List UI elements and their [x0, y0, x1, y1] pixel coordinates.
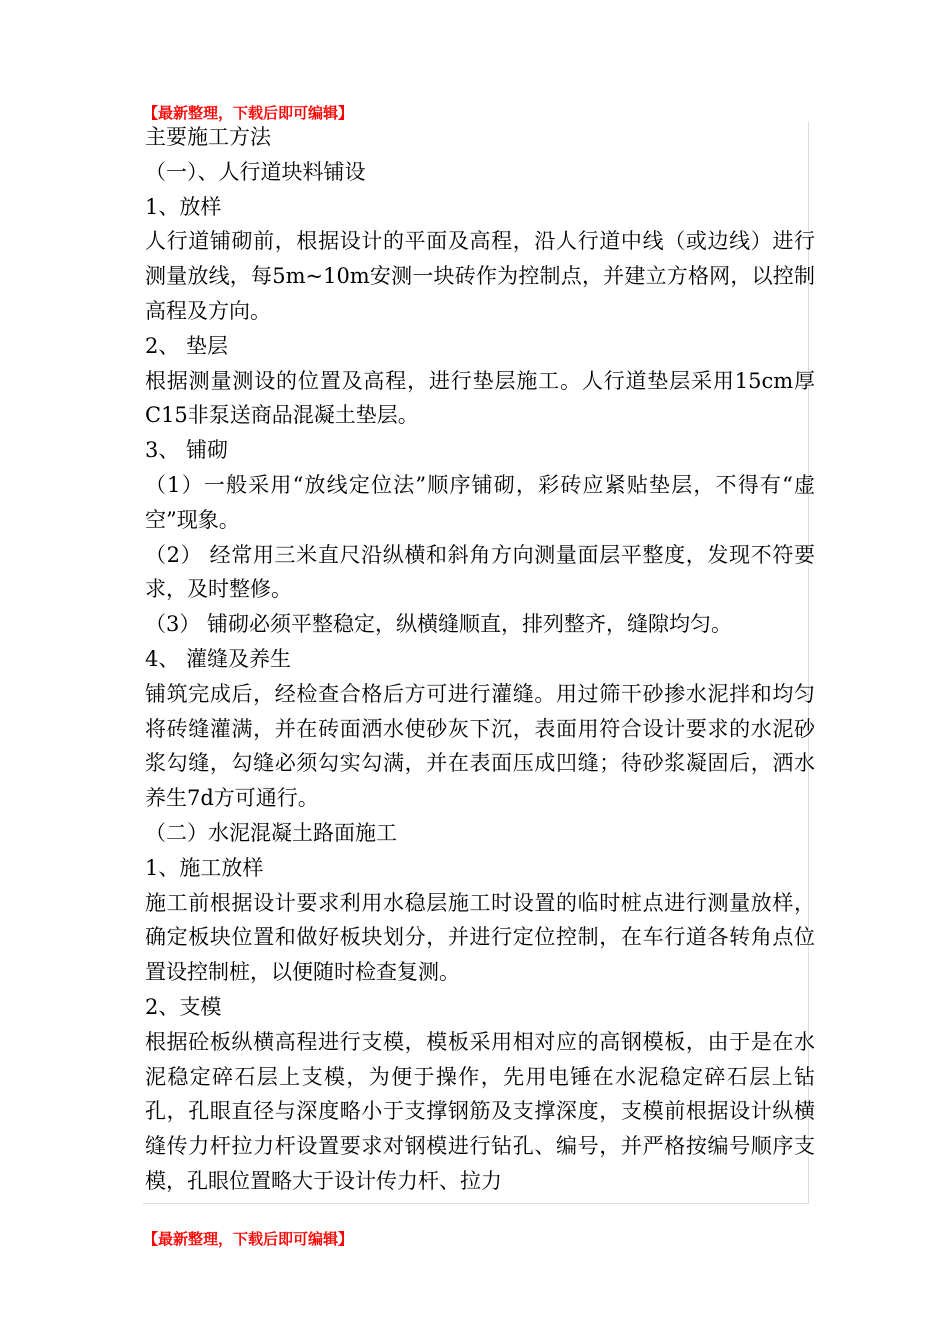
- body-paragraph: 人行道铺砌前，根据设计的平面及高程，沿人行道中线（或边线）进行测量放线，每5m~10m安测一块砖作为控制点，并建立方格网，以控制高程及方向。: [145, 229, 815, 323]
- section-title: 主要施工方法: [145, 125, 271, 149]
- list-item: （2） 经常用三米直尺沿纵横和斜角方向测量面层平整度，发现不符要求，及时整修。: [145, 542, 815, 602]
- step-heading: 1、施工放样: [145, 855, 264, 880]
- document-body: [145, 120, 815, 1199]
- list-item: （3） 铺砌必须平整稳定，纵横缝顺直，排列整齐，缝隙均匀。: [145, 612, 733, 637]
- body-paragraph: 根据砼板纵横高程进行支模，模板采用相对应的高钢模板，由于是在水泥稳定碎石层上支模，为便于操作，先用电锤在水泥稳定碎石层上钻孔，孔眼直径与深度略小于支撑钢筋及支撑深度，支模前根据设计纵横缝传力杆拉力杆设置要求对钢模进行钻孔、编号，并严格按编号顺序支模，孔眼位置略大于设计传力杆、拉力: [145, 1029, 815, 1193]
- subsection-heading: （一）、人行道块料铺设: [145, 159, 366, 184]
- step-heading: 2、 垫层: [145, 333, 229, 358]
- body-paragraph: 根据测量测设的位置及高程，进行垫层施工。人行道垫层采用15cm厚C15非泵送商品混凝土垫层。: [145, 368, 815, 428]
- body-paragraph: 铺筑完成后，经检查合格后方可进行灌缝。用过筛干砂掺水泥拌和均匀将砖缝灌满，并在砖面洒水使砂灰下沉，表面用符合设计要求的水泥砂浆勾缝，勾缝必须勾实勾满，并在表面压成凹缝；待砂浆凝固后，洒水养生7d方可通行。: [145, 681, 815, 811]
- step-heading: 1、放样: [145, 194, 222, 219]
- body-paragraph: 施工前根据设计要求利用水稳层施工时设置的临时桩点进行测量放样，确定板块位置和做好板块划分，并进行定位控制，在车行道各转角点位置设控制桩，以便随时检查复测。: [145, 890, 815, 985]
- subsection-heading: （二）水泥混凝土路面施工: [145, 820, 397, 845]
- step-heading: 4、 灌缝及养生: [145, 646, 292, 671]
- step-heading: 3、 铺砌: [145, 438, 229, 463]
- page-footer-note: 【最新整理，下载后即可编辑】: [143, 1230, 354, 1248]
- page-header-note: 【最新整理，下载后即可编辑】: [143, 104, 354, 122]
- list-item: （1）一般采用“放线定位法”顺序铺砌，彩砖应紧贴垫层，不得有“虚空”现象。: [145, 472, 815, 532]
- step-heading: 2、支模: [145, 994, 222, 1019]
